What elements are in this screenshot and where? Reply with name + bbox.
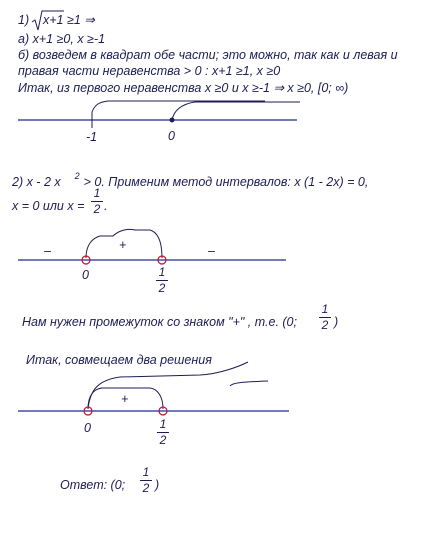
axis3-fraction [157,418,169,447]
fraction-den: 2 [93,202,101,216]
region-arc-3a [88,362,248,409]
fraction-num: 1 [159,417,167,431]
sign-right: – [208,244,215,258]
part1-a-line: а) x+1 ≥0, x ≥-1 [18,32,106,46]
region-minus1-arc [92,101,265,112]
answer-close: ) [155,478,160,492]
axis2-fraction [156,266,168,295]
part1-inequality-rest: ≥1 ⇒ [67,13,95,27]
part1-number: 1) [18,13,30,27]
sign-mid: + [119,238,127,252]
sign-left: – [44,244,51,258]
part1-b-line1: б) возведем в квадрат обе части; это можно, так как и левая и [18,48,398,62]
part2-fraction [91,187,103,216]
fraction-num: 1 [321,302,329,316]
part2-line1-a: 2) x - 2 x [12,175,61,190]
axis3-label-zero: 0 [84,421,91,435]
part2-line2-dot: . [104,199,108,213]
region-zero-arc [172,102,300,120]
part1-itak-line: Итак, из первого неравенства x ≥0 и x ≥-1 ⇒ x ≥0, [0; ∞) [18,81,349,95]
fraction-num: 1 [93,186,101,200]
sqrt-radicand: x+1 [43,13,64,27]
axis2-label-zero: 0 [82,268,89,282]
need-close: ) [334,315,339,329]
part3-sign-mid: + [121,392,129,406]
part2-line1-b: > 0. Применим метод интервалов: x (1 - 2x) = 0, [83,175,369,190]
region-arc-3b [230,381,268,386]
need-fraction [319,303,331,332]
part2-line2: x = 0 или x = [12,199,85,213]
part2-line1 [12,171,368,189]
fraction-den: 2 [159,433,167,447]
axis1-label-minus1: -1 [86,130,98,144]
fraction-den: 2 [142,481,150,495]
part1-b-line2: правая части неравенства > 0 : x+1 ≥1, x ≥0 [18,64,281,78]
part2-line1-sup: 2 [74,171,80,181]
fraction-num: 1 [158,265,166,279]
answer-fraction [140,466,152,495]
fraction-num: 1 [142,465,150,479]
part3-itak: Итак, совмещаем два решения [26,353,212,367]
answer-label: Ответ: (0; [60,478,126,492]
need-text: Нам нужен промежуток со знаком "+" , т.е. (0; [22,315,297,329]
fraction-den: 2 [321,318,329,332]
axis1-label-zero: 0 [168,129,175,143]
fraction-den: 2 [158,281,166,295]
